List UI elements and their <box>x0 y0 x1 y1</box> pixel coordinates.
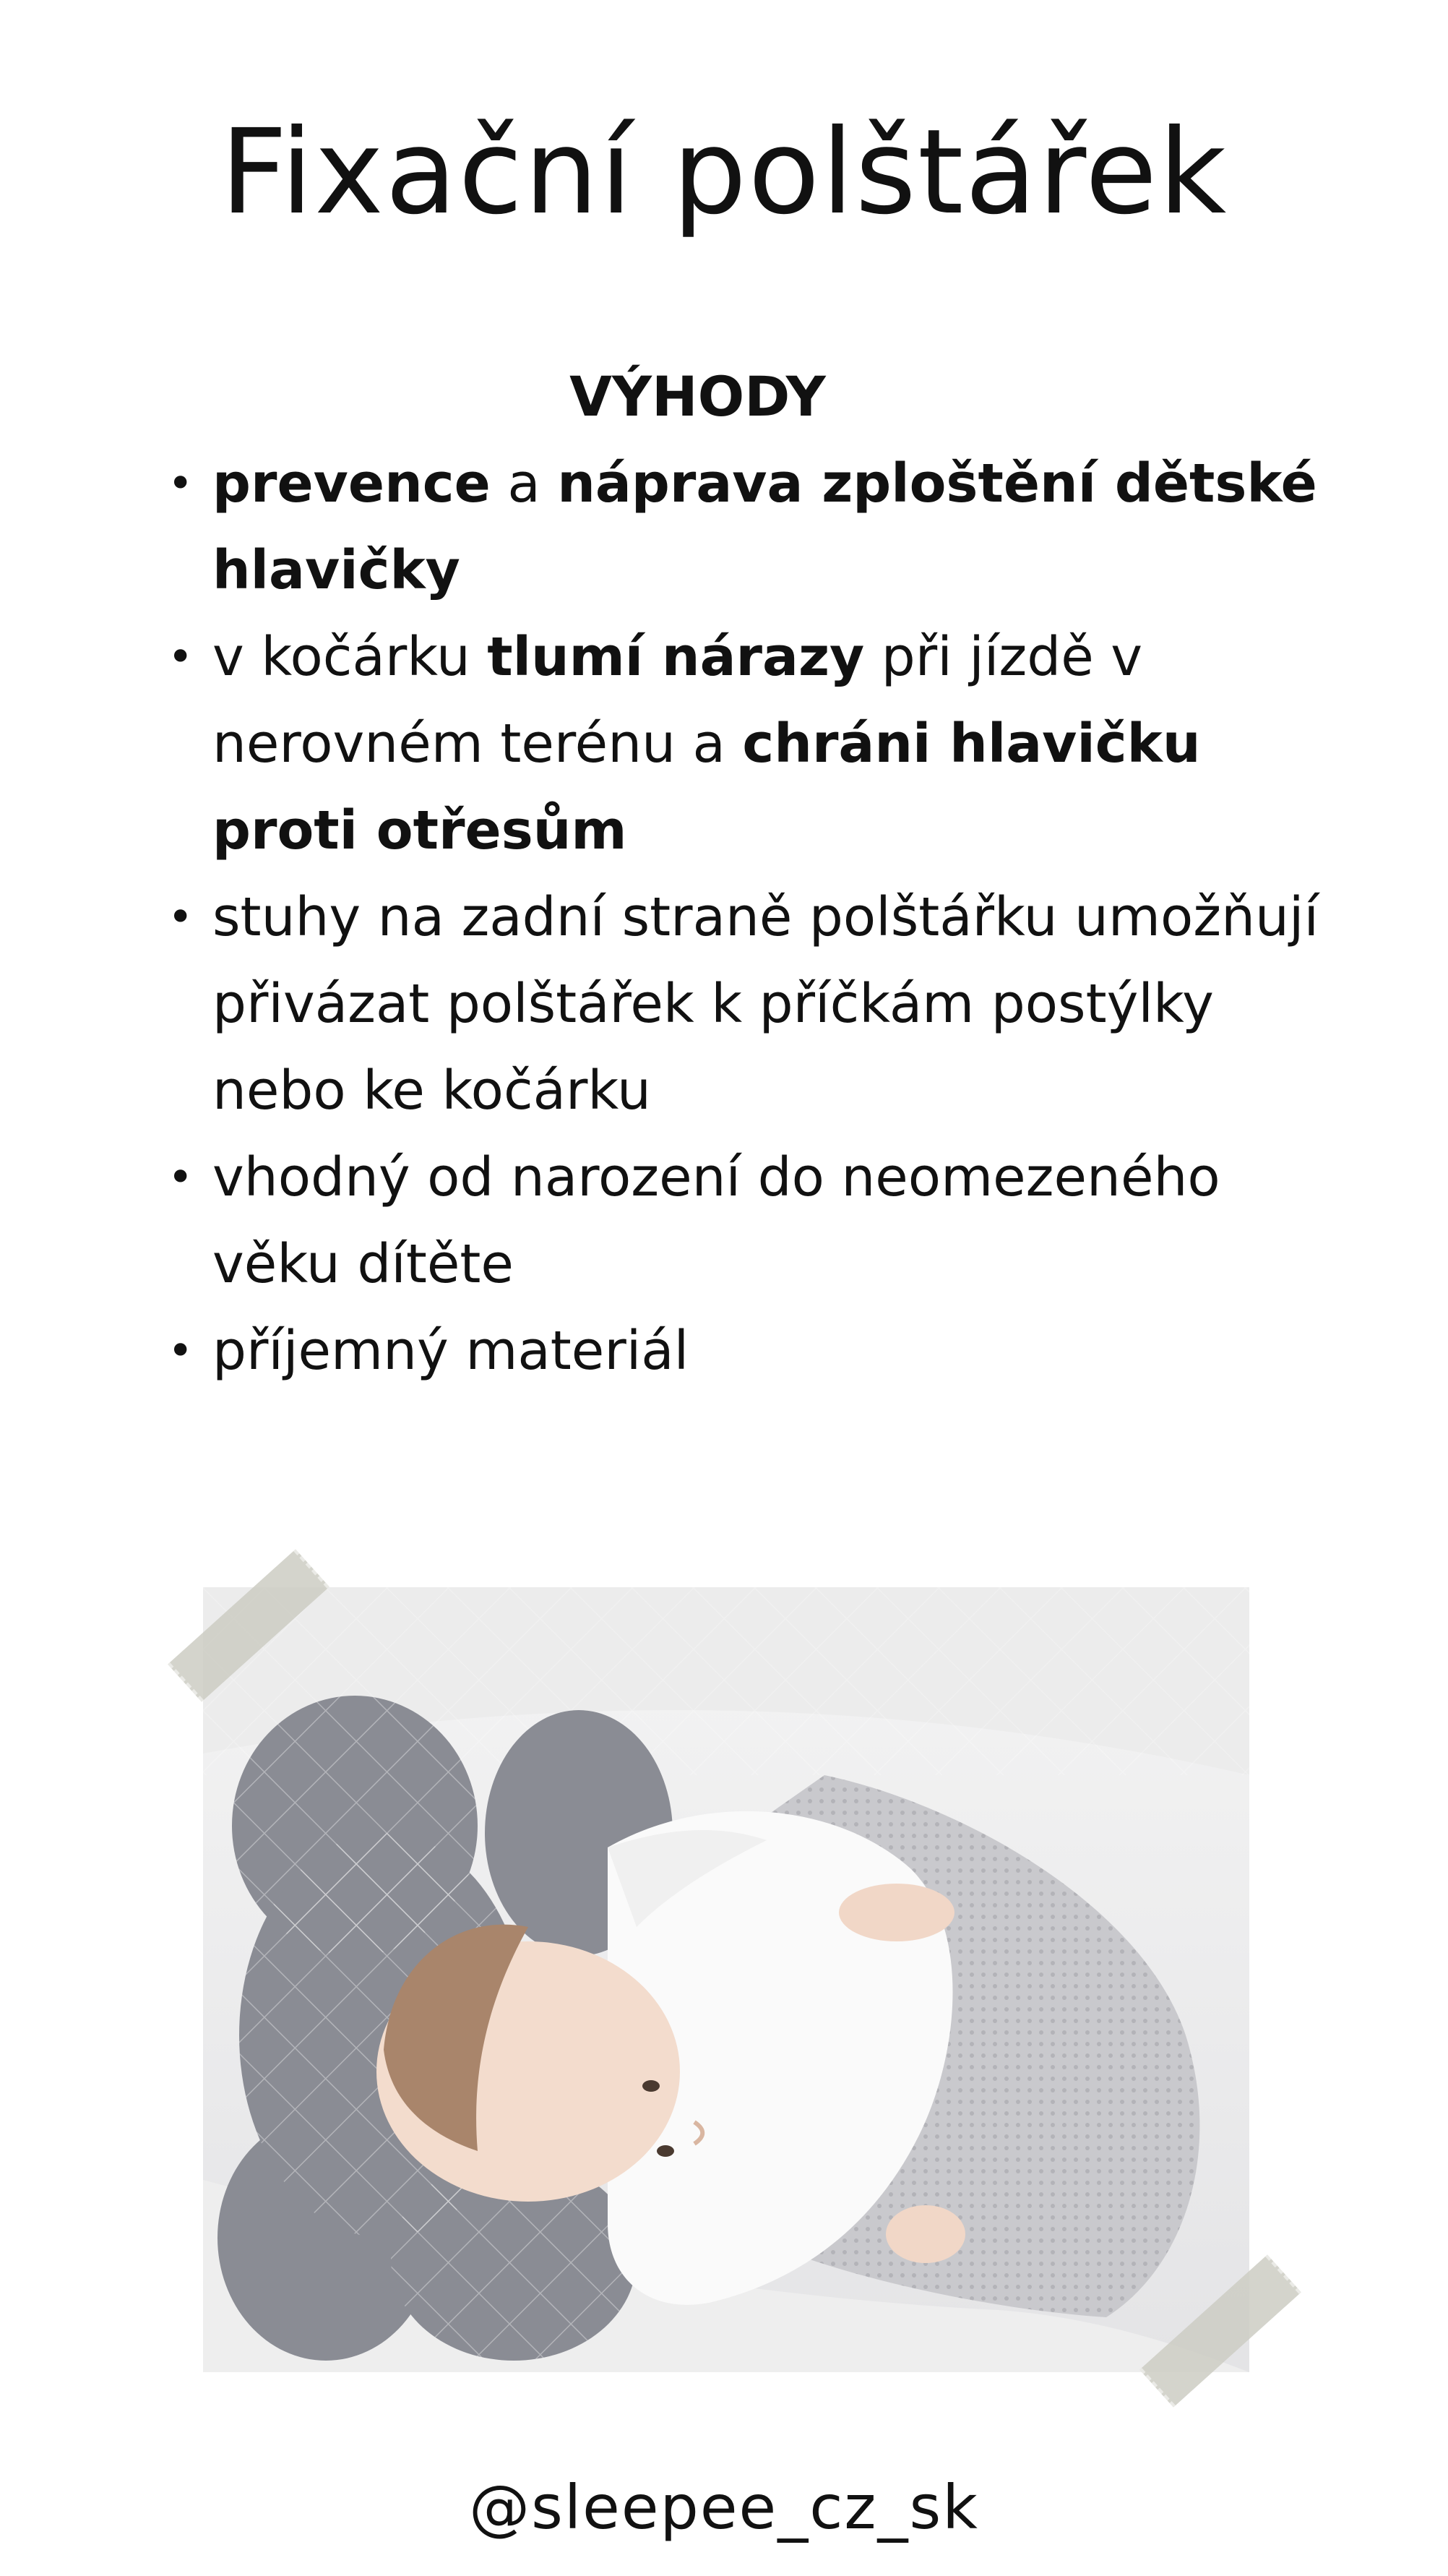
benefit-item <box>168 1308 1353 1394</box>
bullet-icon: • <box>168 891 194 943</box>
benefit-bold-text: chráni hlavičku proti otřesům <box>212 712 1201 862</box>
benefit-item <box>168 874 1353 1134</box>
benefits-section <box>168 361 1353 1394</box>
bullet-icon: • <box>168 631 194 682</box>
benefit-plain-text: a <box>490 452 558 515</box>
baby-photo <box>203 1587 1249 2372</box>
benefit-item <box>168 1134 1353 1308</box>
benefits-heading: VÝHODY <box>569 364 826 429</box>
benefit-item <box>168 440 1353 614</box>
baby-on-pillow-icon <box>203 1587 1249 2372</box>
page-title: Fixační polštářek <box>220 105 1228 241</box>
benefit-plain-text: při jízdě v nerovném terénu a <box>212 625 1143 775</box>
social-handle: @sleepee_cz_sk <box>469 2472 979 2543</box>
benefit-text <box>212 452 1317 601</box>
bullet-icon: • <box>168 1325 194 1376</box>
benefit-plain-text: příjemný materiál <box>212 1319 689 1382</box>
bullet-icon: • <box>168 458 194 509</box>
benefit-text <box>212 626 1201 862</box>
benefit-plain-text: vhodný od narození do neomezeného věku dítěte <box>212 1146 1220 1295</box>
benefits-list <box>168 440 1353 1394</box>
benefit-bold-text: prevence <box>212 452 491 515</box>
benefit-bold-text: tlumí nárazy <box>487 625 865 688</box>
benefit-bold-text: náprava zploštění dětské hlavičky <box>212 452 1317 601</box>
benefit-plain-text: v kočárku <box>212 625 488 688</box>
benefit-plain-text: stuhy na zadní straně polštářku umožňují přivázat polštářek k příčkám postýlky nebo ke kočárku <box>212 885 1319 1122</box>
bullet-icon: • <box>168 1151 194 1203</box>
benefit-item <box>168 614 1353 874</box>
